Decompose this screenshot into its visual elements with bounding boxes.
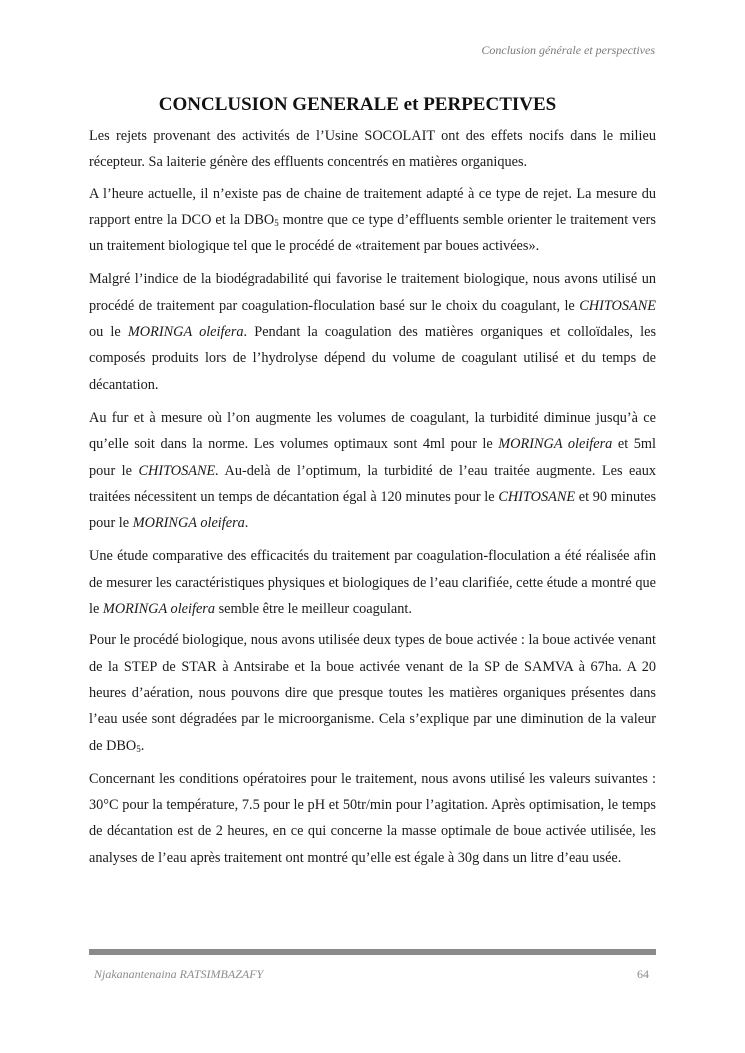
subscript-5: 5 [136,743,141,754]
running-header: Conclusion générale et perspectives [481,43,655,57]
paragraph-4-text-c: Au-delà de l’optimum, la turbidité de l’eau traitée augmente. Les eaux traitées nécessitent un temps de décantation égal à 120 minutes pour le [89,462,656,505]
paragraph-1-text: Les rejets provenant des activités de l’Usine SOCOLAIT ont des effets nocifs dans le milieu récepteur. Sa laiterie génère des effluents concentrés en matières organiques. [89,128,656,171]
chitosane-term: CHITOSANE. [138,462,219,479]
paragraph-4-text-e: . [244,515,249,532]
paragraph-2-text-b: montre que ce type d’effluents semble orienter le traitement vers un traitement biologique tel que le procédé de «traitement par boues activées». [89,211,656,255]
paragraph-4-text-a: Au fur et à mesure où l’on augmente les volumes de coagulant, la turbidité diminue jusqu’à ce qu’elle soit dans la norme. Les volumes optimaux sont 4ml pour le [89,409,656,453]
paragraph-5-text-b: semble être le meilleur coagulant. [215,601,412,618]
paragraph-6-text-a: Pour le procédé biologique, nous avons utilisée deux types de boue activée : la boue activée venant de la STEP de STAR à Antsirabe et la boue activée venant de la SP de SAMVA à 67ha. A 20 heures d’aération, nous pouvons dire que presque toutes les matières organiques présentes dans l’eau usée sont dégradées par le microorganisme. Cela s’explique par une diminution de la valeur de DBO [89,632,656,754]
moringa-term: MORINGA oleifera [102,601,216,618]
paragraph-6 [89,627,656,758]
page-title: CONCLUSION GENERALE et PERPECTIVES [158,94,557,115]
paragraph-6-text-b: . [140,737,145,754]
paragraph-5 [89,543,656,622]
paragraph-3 [89,266,656,397]
footer-author: Njakanantenaina RATSIMBAZAFY [94,967,264,981]
paragraph-3-text-a: Malgré l’indice de la biodégradabilité qui favorise le traitement biologique, nous avons utilisé un procédé de traitement par coagulation-floculation basé sur le choix du coagulant, le [89,271,656,314]
paragraph-2 [89,181,656,260]
footer-divider [89,949,656,955]
body-text [89,123,656,878]
chitosane-term: CHITOSANE [498,488,576,505]
paragraph-7 [89,766,656,871]
paragraph-3-text-c: . Pendant la coagulation des matières organiques et colloïdales, les composés produits lors de l’hydrolyse dépend du volume de coagulant utilisé et du temps de décantation. [89,324,657,393]
paragraph-2-text-a: A l’heure actuelle, il n’existe pas de chaine de traitement adapté à ce type de rejet. La mesure du rapport entre la DCO et la DBO [89,185,656,228]
paragraph-7-text: Concernant les conditions opératoires pour le traitement, nous avons utilisé les valeurs suivantes : 30°C pour la température, 7.5 pour le pH et 50tr/min pour l’agitation. Après optimisation, le temps de décantation est de 2 heures, en ce qui concerne la masse optimale de boue activée utilisée, les analyses de l’eau après traitement ont montré qu’elle est égale à 30g dans un litre d’eau usée. [89,770,656,866]
paragraph-4-text-d: et 90 minutes pour le [89,488,657,532]
paragraph-5-text-a: Une étude comparative des efficacités du traitement par coagulation-floculation a été réalisée afin de mesurer les caractéristiques physiques et biologiques de l’eau clarifiée, cette étude a montré que le [89,548,656,618]
moringa-term: MORINGA oleifera [498,436,613,453]
moringa-term: MORINGA oleifera [127,324,244,341]
paragraph-4-text-b: et 5ml pour le [89,436,656,479]
moringa-term: MORINGA oleifera [132,515,245,532]
chitosane-term: CHITOSANE [579,297,656,314]
paragraph-3-text-b: ou le [89,324,128,341]
subscript-5: 5 [274,217,279,228]
page-number: 64 [637,967,649,981]
paragraph-1 [89,123,656,176]
paragraph-4 [89,405,656,536]
